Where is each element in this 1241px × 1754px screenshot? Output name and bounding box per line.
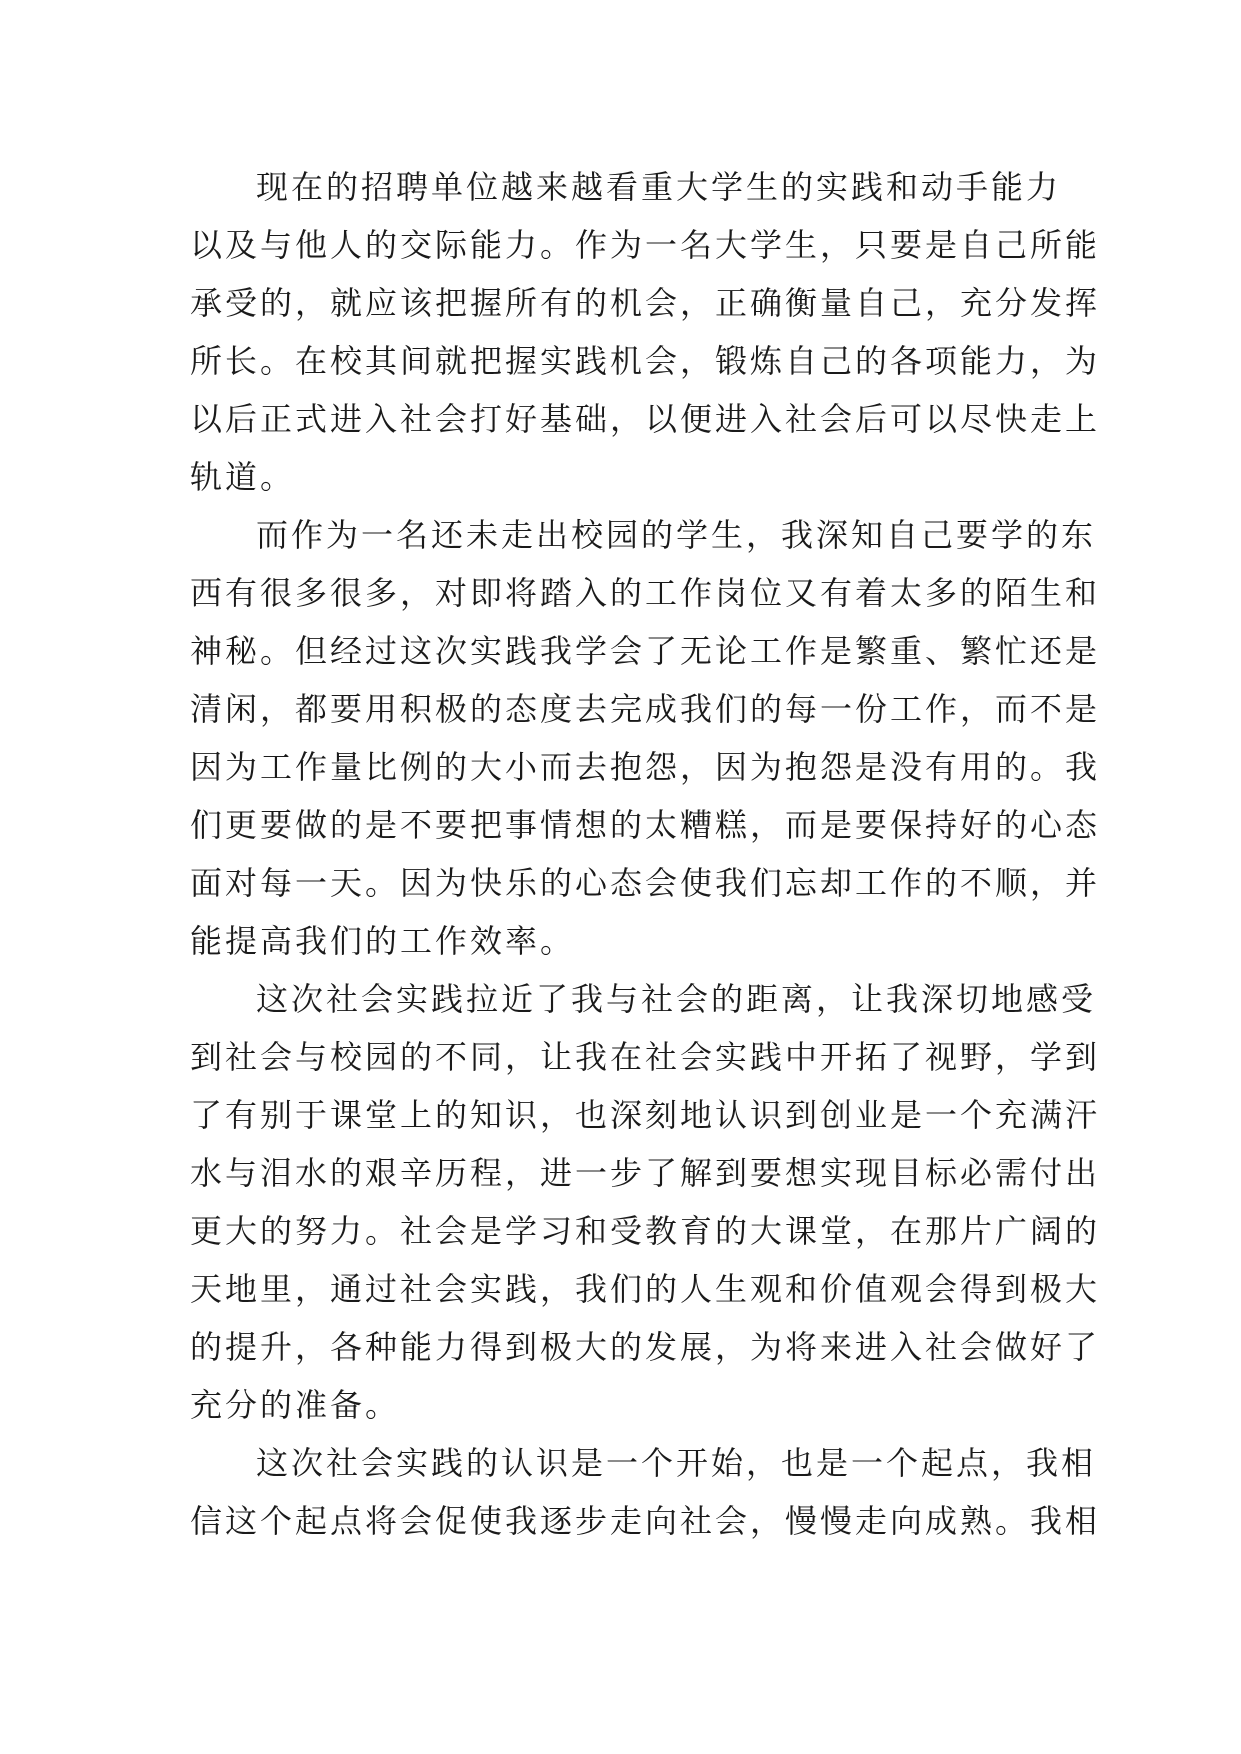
text-line: 信这个起点将会促使我逐步走向社会，慢慢走向成熟。我相 (190, 1502, 1101, 1540)
text-line: 更大的努力。社会是学习和受教育的大课堂，在那片广阔的 (190, 1212, 1101, 1250)
text-line: 而作为一名还未走出校园的学生，我深知自己要学的东 (256, 516, 1097, 554)
text-line: 水与泪水的艰辛历程，进一步了解到要想实现目标必需付出 (190, 1154, 1101, 1192)
text-line: 面对每一天。因为快乐的心态会使我们忘却工作的不顺，并 (190, 864, 1101, 902)
text-line: 所长。在校其间就把握实践机会，锻炼自己的各项能力，为 (190, 342, 1101, 380)
text-line: 充分的准备。 (190, 1386, 401, 1424)
paragraph-4 (190, 1434, 1101, 1550)
text-line: 清闲，都要用积极的态度去完成我们的每一份工作，而不是 (190, 690, 1101, 728)
text-line: 现在的招聘单位越来越看重大学生的实践和动手能力 (256, 168, 1062, 206)
text-line: 这次社会实践的认识是一个开始，也是一个起点，我相 (256, 1444, 1097, 1482)
text-line: 们更要做的是不要把事情想的太糟糕，而是要保持好的心态 (190, 806, 1101, 844)
paragraph-2 (190, 506, 1101, 970)
text-line: 天地里，通过社会实践，我们的人生观和价值观会得到极大 (190, 1270, 1101, 1308)
text-line: 以后正式进入社会打好基础，以便进入社会后可以尽快走上 (190, 400, 1101, 438)
text-line: 到社会与校园的不同，让我在社会实践中开拓了视野，学到 (190, 1038, 1101, 1076)
paragraph-3 (190, 970, 1101, 1434)
text-line: 因为工作量比例的大小而去抱怨，因为抱怨是没有用的。我 (190, 748, 1101, 786)
document-body (190, 158, 1101, 1550)
text-line: 能提高我们的工作效率。 (190, 922, 576, 960)
text-line: 的提升，各种能力得到极大的发展，为将来进入社会做好了 (190, 1328, 1101, 1366)
text-line: 西有很多很多，对即将踏入的工作岗位又有着太多的陌生和 (190, 574, 1101, 612)
text-line: 这次社会实践拉近了我与社会的距离，让我深切地感受 (256, 980, 1097, 1018)
text-line: 神秘。但经过这次实践我学会了无论工作是繁重、繁忙还是 (190, 632, 1101, 670)
text-line: 轨道。 (190, 458, 296, 496)
text-line: 了有别于课堂上的知识，也深刻地认识到创业是一个充满汗 (190, 1096, 1101, 1134)
text-line: 承受的，就应该把握所有的机会，正确衡量自己，充分发挥 (190, 284, 1101, 322)
text-line: 以及与他人的交际能力。作为一名大学生，只要是自己所能 (190, 226, 1101, 264)
paragraph-1 (190, 158, 1101, 506)
